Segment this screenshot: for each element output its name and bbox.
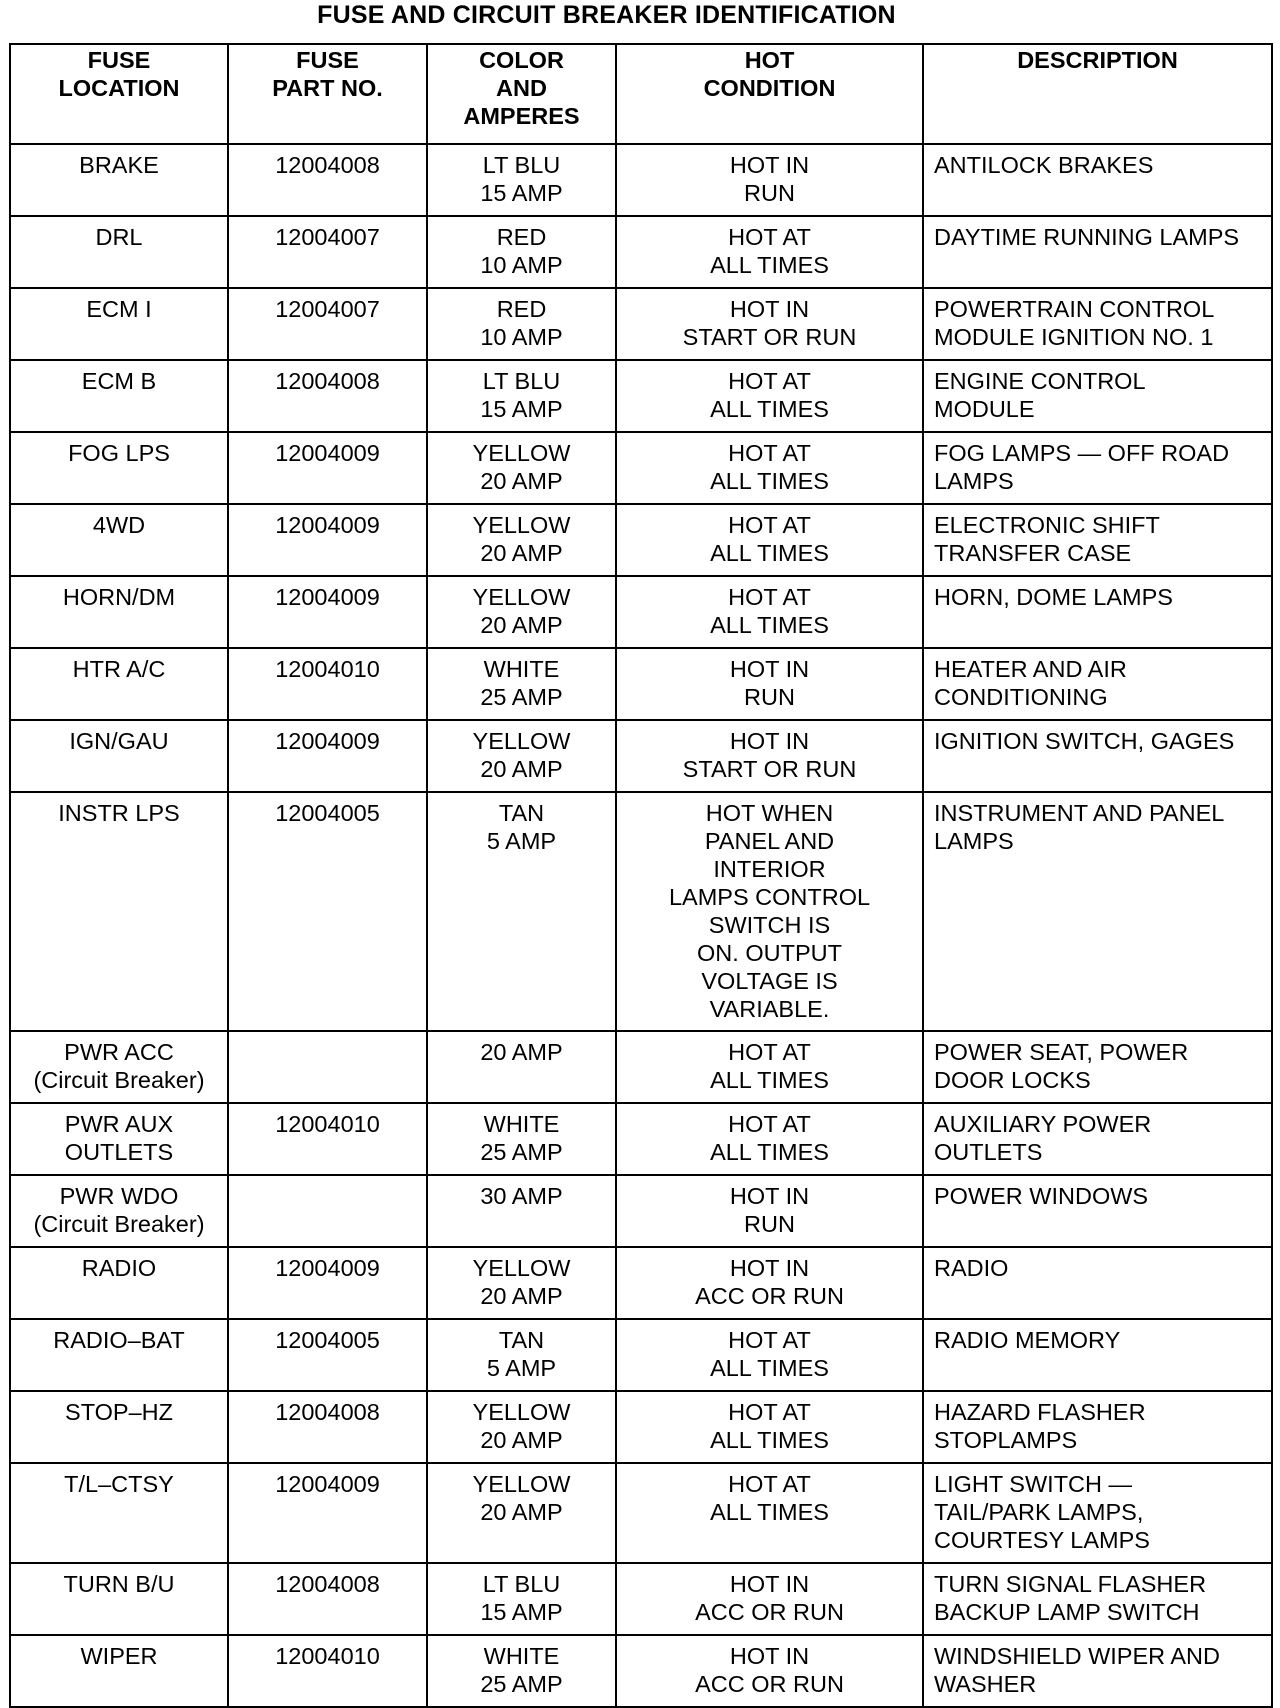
cell-hot-condition — [616, 432, 923, 504]
cell-line: YELLOW — [472, 512, 571, 538]
header-fuse-part-no — [228, 44, 427, 144]
cell-color-amperes — [427, 432, 616, 504]
table-row — [10, 288, 1272, 360]
cell-fuse-part-no: 12004010 — [228, 1635, 427, 1707]
cell-fuse-location — [10, 1463, 228, 1563]
cell-line: DRL — [95, 224, 143, 250]
cell-line: PANEL AND — [704, 828, 835, 854]
cell-description — [923, 1103, 1272, 1175]
table-row — [10, 1175, 1272, 1247]
cell-color-amperes — [427, 216, 616, 288]
cell-fuse-part-no — [228, 1175, 427, 1247]
cell-line: LT BLU — [482, 152, 561, 178]
cell-line: AUXILIARY POWER — [934, 1111, 1152, 1137]
cell-line: HOT IN — [729, 1643, 810, 1669]
cell-line: HOT IN — [729, 728, 810, 754]
header-description — [923, 44, 1272, 144]
cell-line: START OR RUN — [682, 756, 857, 782]
cell-line: WHITE — [483, 1111, 560, 1137]
cell-fuse-location — [10, 216, 228, 288]
cell-line: POWERTRAIN CONTROL — [934, 296, 1215, 322]
cell-description — [923, 720, 1272, 792]
cell-color-amperes — [427, 360, 616, 432]
header-color-and-amperes — [427, 44, 616, 144]
cell-description — [923, 1563, 1272, 1635]
cell-description — [923, 1031, 1272, 1103]
cell-line: 30 AMP — [480, 1183, 563, 1209]
cell-line: 20 AMP — [480, 1283, 563, 1309]
cell-line: YELLOW — [472, 728, 571, 754]
cell-line: BRAKE — [79, 152, 159, 178]
cell-line: FOG LPS — [68, 440, 170, 466]
cell-line: STOPLAMPS — [934, 1427, 1078, 1453]
cell-line: PWR WDO — [59, 1183, 179, 1209]
header-hot-condition — [616, 44, 923, 144]
cell-line: TAIL/PARK LAMPS, — [934, 1499, 1144, 1525]
cell-line: HOT IN — [729, 1183, 810, 1209]
cell-line: 20 AMP — [480, 612, 563, 638]
cell-line: RADIO — [934, 1255, 1009, 1281]
cell-line: LT BLU — [482, 368, 561, 394]
cell-hot-condition — [616, 1319, 923, 1391]
cell-line: 25 AMP — [480, 1671, 563, 1697]
cell-line: HOT AT — [728, 584, 811, 610]
cell-line: OUTLETS — [64, 1139, 174, 1165]
cell-hot-condition — [616, 1031, 923, 1103]
cell-line: HOT AT — [728, 1039, 811, 1065]
header-line: FUSE — [87, 47, 151, 73]
cell-fuse-part-no: 12004007 — [228, 216, 427, 288]
cell-line: RED — [496, 224, 547, 250]
cell-color-amperes — [427, 576, 616, 648]
cell-line: RED — [496, 296, 547, 322]
cell-line: 25 AMP — [480, 684, 563, 710]
cell-hot-condition — [616, 288, 923, 360]
cell-line: HOT AT — [728, 512, 811, 538]
cell-line: WINDSHIELD WIPER AND — [934, 1643, 1220, 1669]
cell-line: YELLOW — [472, 1471, 571, 1497]
cell-line: TURN SIGNAL FLASHER — [934, 1571, 1207, 1597]
cell-color-amperes — [427, 1103, 616, 1175]
cell-line: LAMPS — [934, 468, 1014, 494]
cell-line: T/L–CTSY — [64, 1471, 174, 1497]
cell-line: ALL TIMES — [710, 1139, 829, 1165]
table-row — [10, 1391, 1272, 1463]
cell-line: MODULE — [934, 396, 1035, 422]
table-row — [10, 360, 1272, 432]
cell-line: INSTR LPS — [58, 800, 180, 826]
cell-line: HOT AT — [728, 368, 811, 394]
cell-line: ECM I — [86, 296, 152, 322]
cell-hot-condition — [616, 648, 923, 720]
cell-line: 20 AMP — [480, 540, 563, 566]
cell-line: INTERIOR — [713, 856, 826, 882]
cell-line: RUN — [744, 1211, 795, 1237]
cell-line: ALL TIMES — [710, 1355, 829, 1381]
cell-fuse-location — [10, 720, 228, 792]
cell-line: 15 AMP — [480, 1599, 563, 1625]
cell-line: 4WD — [92, 512, 146, 538]
header-line: COLOR — [479, 47, 564, 73]
cell-line: RUN — [744, 684, 795, 710]
cell-description — [923, 576, 1272, 648]
cell-fuse-location — [10, 1563, 228, 1635]
cell-line: HOT AT — [728, 1111, 811, 1137]
cell-line: 20 AMP — [480, 1039, 563, 1065]
cell-line: PWR ACC — [64, 1039, 174, 1065]
cell-line: HOT IN — [729, 152, 810, 178]
cell-fuse-part-no: 12004009 — [228, 504, 427, 576]
cell-description — [923, 1391, 1272, 1463]
cell-color-amperes — [427, 648, 616, 720]
cell-fuse-location — [10, 288, 228, 360]
header-line: AND — [496, 75, 547, 101]
header-line: LOCATION — [58, 75, 180, 101]
cell-line: 5 AMP — [486, 828, 557, 854]
cell-line: ALL TIMES — [710, 540, 829, 566]
cell-description — [923, 1319, 1272, 1391]
table-header-row — [10, 44, 1272, 144]
cell-line: STOP–HZ — [65, 1399, 173, 1425]
cell-hot-condition — [616, 360, 923, 432]
cell-fuse-location — [10, 1175, 228, 1247]
cell-fuse-part-no: 12004008 — [228, 144, 427, 216]
header-line: HOT — [744, 47, 795, 73]
cell-description — [923, 288, 1272, 360]
table-row — [10, 144, 1272, 216]
cell-fuse-location — [10, 1103, 228, 1175]
table-row — [10, 720, 1272, 792]
cell-line: YELLOW — [472, 1399, 571, 1425]
cell-color-amperes — [427, 288, 616, 360]
header-line: PART NO. — [272, 75, 383, 101]
cell-description — [923, 144, 1272, 216]
cell-line: ACC OR RUN — [695, 1283, 844, 1309]
cell-description — [923, 360, 1272, 432]
cell-hot-condition — [616, 1175, 923, 1247]
cell-fuse-location — [10, 1031, 228, 1103]
cell-hot-condition — [616, 1635, 923, 1707]
cell-line: HOT AT — [728, 1399, 811, 1425]
header-line: CONDITION — [703, 75, 836, 101]
cell-line: 20 AMP — [480, 1499, 563, 1525]
cell-fuse-part-no: 12004008 — [228, 1563, 427, 1635]
cell-line: POWER WINDOWS — [934, 1183, 1149, 1209]
cell-line: TRANSFER CASE — [934, 540, 1132, 566]
cell-line: HOT IN — [729, 1571, 810, 1597]
cell-fuse-part-no: 12004008 — [228, 360, 427, 432]
cell-hot-condition — [616, 1103, 923, 1175]
cell-line: HORN/DM — [62, 584, 176, 610]
fuse-table — [9, 43, 1273, 1708]
cell-line: TAN — [498, 800, 545, 826]
cell-fuse-location — [10, 576, 228, 648]
cell-line: YELLOW — [472, 584, 571, 610]
table-row — [10, 576, 1272, 648]
cell-description — [923, 1463, 1272, 1563]
cell-line: ALL TIMES — [710, 612, 829, 638]
cell-line: LT BLU — [482, 1571, 561, 1597]
table-row — [10, 1319, 1272, 1391]
cell-line: 15 AMP — [480, 396, 563, 422]
cell-fuse-part-no: 12004009 — [228, 432, 427, 504]
cell-description — [923, 1175, 1272, 1247]
cell-fuse-part-no — [228, 1031, 427, 1103]
cell-line: HORN, DOME LAMPS — [934, 584, 1173, 610]
cell-color-amperes — [427, 144, 616, 216]
cell-line: 20 AMP — [480, 1427, 563, 1453]
header-line: AMPERES — [463, 103, 580, 129]
cell-fuse-part-no: 12004009 — [228, 720, 427, 792]
cell-line: HAZARD FLASHER — [934, 1399, 1146, 1425]
cell-line: (Circuit Breaker) — [33, 1067, 205, 1093]
cell-line: RADIO MEMORY — [934, 1327, 1121, 1353]
cell-fuse-location — [10, 1391, 228, 1463]
cell-line: 5 AMP — [486, 1355, 557, 1381]
cell-description — [923, 648, 1272, 720]
cell-line: VARIABLE. — [709, 996, 830, 1022]
cell-line: 20 AMP — [480, 756, 563, 782]
cell-line: ALL TIMES — [710, 1499, 829, 1525]
header-fuse-location — [10, 44, 228, 144]
cell-line: SWITCH IS — [708, 912, 831, 938]
cell-line: YELLOW — [472, 440, 571, 466]
cell-fuse-part-no: 12004009 — [228, 1463, 427, 1563]
cell-color-amperes — [427, 720, 616, 792]
cell-line: FOG LAMPS — OFF ROAD — [934, 440, 1230, 466]
table-row — [10, 1463, 1272, 1563]
cell-line: 20 AMP — [480, 468, 563, 494]
cell-fuse-location — [10, 792, 228, 1031]
table-row — [10, 432, 1272, 504]
cell-line: COURTESY LAMPS — [934, 1527, 1150, 1553]
cell-line: ALL TIMES — [710, 1427, 829, 1453]
cell-fuse-location — [10, 1635, 228, 1707]
table-row — [10, 648, 1272, 720]
cell-hot-condition — [616, 144, 923, 216]
cell-line: TURN B/U — [63, 1571, 175, 1597]
cell-line: MODULE IGNITION NO. 1 — [934, 324, 1214, 350]
cell-line: ANTILOCK BRAKES — [934, 152, 1154, 178]
cell-line: BACKUP LAMP SWITCH — [934, 1599, 1200, 1625]
cell-fuse-location — [10, 1247, 228, 1319]
fuse-table-body — [10, 144, 1272, 1707]
cell-description — [923, 1247, 1272, 1319]
cell-color-amperes — [427, 1391, 616, 1463]
cell-line: WHITE — [483, 1643, 560, 1669]
cell-fuse-part-no: 12004005 — [228, 792, 427, 1031]
cell-line: YELLOW — [472, 1255, 571, 1281]
cell-line: HOT IN — [729, 1255, 810, 1281]
cell-line: ACC OR RUN — [695, 1671, 844, 1697]
cell-fuse-location — [10, 144, 228, 216]
cell-line: (Circuit Breaker) — [33, 1211, 205, 1237]
cell-line: 25 AMP — [480, 1139, 563, 1165]
cell-line: DAYTIME RUNNING LAMPS — [934, 224, 1240, 250]
table-row — [10, 216, 1272, 288]
cell-line: IGN/GAU — [69, 728, 169, 754]
cell-line: HEATER AND AIR — [934, 656, 1127, 682]
cell-fuse-location — [10, 432, 228, 504]
cell-fuse-part-no: 12004007 — [228, 288, 427, 360]
cell-fuse-location — [10, 1319, 228, 1391]
cell-line: HOT AT — [728, 224, 811, 250]
cell-line: WIPER — [80, 1643, 158, 1669]
cell-color-amperes — [427, 1463, 616, 1563]
cell-description — [923, 216, 1272, 288]
cell-fuse-part-no: 12004008 — [228, 1391, 427, 1463]
cell-hot-condition — [616, 1247, 923, 1319]
cell-line: START OR RUN — [682, 324, 857, 350]
cell-color-amperes — [427, 792, 616, 1031]
cell-line: HOT AT — [728, 440, 811, 466]
cell-line: ELECTRONIC SHIFT — [934, 512, 1160, 538]
cell-color-amperes — [427, 504, 616, 576]
cell-fuse-location — [10, 360, 228, 432]
cell-hot-condition — [616, 1391, 923, 1463]
cell-description — [923, 432, 1272, 504]
cell-hot-condition — [616, 576, 923, 648]
table-row — [10, 792, 1272, 1031]
cell-line: WHITE — [483, 656, 560, 682]
cell-line: LAMPS — [934, 828, 1014, 854]
cell-color-amperes — [427, 1319, 616, 1391]
cell-line: POWER SEAT, POWER — [934, 1039, 1189, 1065]
page-title: FUSE AND CIRCUIT BREAKER IDENTIFICATION — [317, 1, 896, 29]
cell-line: PWR AUX — [64, 1111, 174, 1137]
cell-color-amperes — [427, 1247, 616, 1319]
cell-line: LAMPS CONTROL — [668, 884, 871, 910]
cell-hot-condition — [616, 1563, 923, 1635]
cell-line: VOLTAGE IS — [701, 968, 838, 994]
cell-line: HTR A/C — [72, 656, 166, 682]
table-row — [10, 1635, 1272, 1707]
cell-line: LIGHT SWITCH — — [934, 1471, 1133, 1497]
table-row — [10, 1103, 1272, 1175]
cell-fuse-part-no: 12004009 — [228, 1247, 427, 1319]
cell-line: HOT IN — [729, 656, 810, 682]
cell-hot-condition — [616, 792, 923, 1031]
cell-line: HOT IN — [729, 296, 810, 322]
cell-color-amperes — [427, 1635, 616, 1707]
cell-line: ACC OR RUN — [695, 1599, 844, 1625]
header-line: DESCRIPTION — [1017, 47, 1178, 73]
cell-line: ALL TIMES — [710, 1067, 829, 1093]
header-line: FUSE — [296, 47, 359, 73]
cell-color-amperes — [427, 1031, 616, 1103]
cell-line: ON. OUTPUT — [697, 940, 842, 966]
cell-hot-condition — [616, 504, 923, 576]
cell-color-amperes — [427, 1563, 616, 1635]
cell-line: RUN — [744, 180, 795, 206]
table-row — [10, 1031, 1272, 1103]
cell-line: IGNITION SWITCH, GAGES — [934, 728, 1235, 754]
cell-line: OUTLETS — [934, 1139, 1043, 1165]
cell-description — [923, 504, 1272, 576]
cell-fuse-location — [10, 648, 228, 720]
table-row — [10, 1247, 1272, 1319]
cell-fuse-part-no: 12004009 — [228, 576, 427, 648]
cell-line: ALL TIMES — [710, 396, 829, 422]
cell-line: TAN — [498, 1327, 545, 1353]
cell-line: 10 AMP — [480, 324, 563, 350]
cell-line: RADIO–BAT — [53, 1327, 185, 1353]
table-row — [10, 1563, 1272, 1635]
cell-fuse-part-no: 12004005 — [228, 1319, 427, 1391]
cell-description — [923, 1635, 1272, 1707]
cell-line: 15 AMP — [480, 180, 563, 206]
table-row — [10, 504, 1272, 576]
cell-line: WASHER — [934, 1671, 1037, 1697]
cell-line: RADIO — [81, 1255, 157, 1281]
cell-line: ALL TIMES — [710, 468, 829, 494]
cell-line: CONDITIONING — [934, 684, 1108, 710]
cell-line: ALL TIMES — [710, 252, 829, 278]
cell-fuse-location — [10, 504, 228, 576]
cell-line: 10 AMP — [480, 252, 563, 278]
cell-hot-condition — [616, 1463, 923, 1563]
cell-color-amperes — [427, 1175, 616, 1247]
cell-hot-condition — [616, 720, 923, 792]
cell-fuse-part-no: 12004010 — [228, 648, 427, 720]
cell-line: ECM B — [81, 368, 157, 394]
cell-line: HOT WHEN — [705, 800, 834, 826]
cell-hot-condition — [616, 216, 923, 288]
cell-line: HOT AT — [728, 1327, 811, 1353]
cell-line: HOT AT — [728, 1471, 811, 1497]
cell-line: ENGINE CONTROL — [934, 368, 1146, 394]
cell-line: INSTRUMENT AND PANEL — [934, 800, 1225, 826]
cell-line: DOOR LOCKS — [934, 1067, 1091, 1093]
cell-description — [923, 792, 1272, 1031]
cell-fuse-part-no: 12004010 — [228, 1103, 427, 1175]
